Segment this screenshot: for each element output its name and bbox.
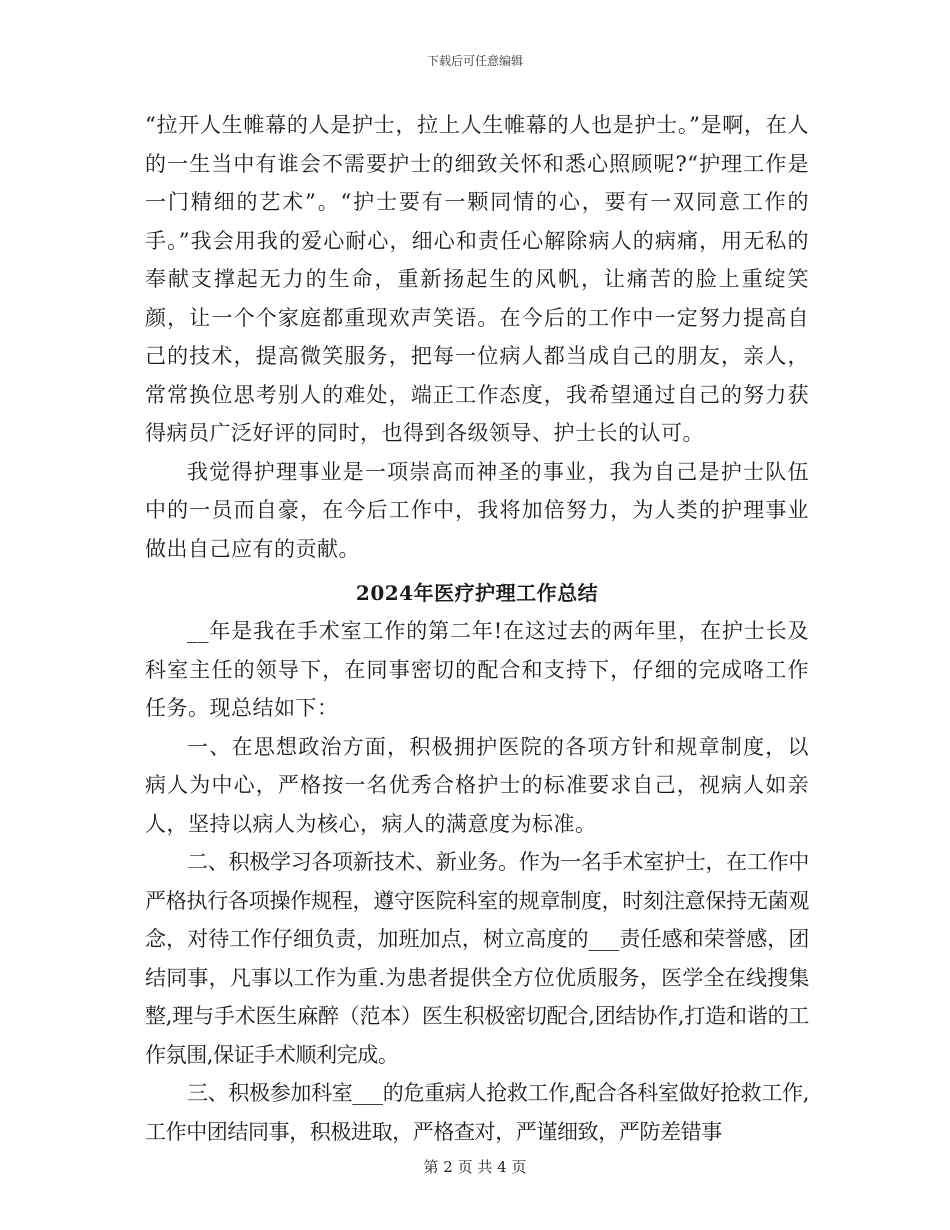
page-header: 下载后可任意编辑 [426, 54, 523, 68]
paragraph-6: 三、积极参加科室___的危重病人抢救工作,配合各科室做好抢救工作,工作中团结同事，积极进取，严格查对，严谨细致，严防差错事 [145, 1081, 809, 1144]
paragraph-1: “拉开人生帷幕的人是护士，拉上人生帷幕的人也是护士。”是啊，在人的一生当中有谁会不需要护士的细致关怀和悉心照顾呢?“护理工作是一门精细的艺术”。“护士要有一颗同情的心，要有一双同意工作的手。”我会用我的爱心耐心，细心和责任心解除病人的病痛，用无私的奉献支撑起无力的生命，重新扬起生的风帆，让痛苦的脸上重绽笑颜，让一个个家庭都重现欢声笑语。在今后的工作中一定努力提高自己的技术，提高微笑服务，把每一位病人都当成自己的朋友，亲人，常常换位思考别人的难处，端正工作态度，我希望通过自己的努力获得病员广泛好评的同时，也得到各级领导、护士长的认可。 [145, 113, 809, 445]
paragraph-5: 二、积极学习各项新技术、新业务。作为一名手术室护士，在工作中严格执行各项操作规程，遵守医院科室的规章制度，时刻注意保持无菌观念，对待工作仔细负责，加班加点，树立高度的___责任感和荣誉感，团结同事，凡事以工作为重.为患者提供全方位优质服务，医学全在线搜集整,理与手术医生麻醉（范本）医生积极密切配合,团结协作,打造和谐的工作氛围,保证手术顺利完成。 [145, 850, 809, 1067]
paragraph-4: 一、在思想政治方面，积极拥护医院的各项方针和规章制度，以病人为中心，严格按一名优秀合格护士的标准要求自己，视病人如亲人，坚持以病人为核心，病人的满意度为标准。 [145, 734, 809, 836]
page-footer: 第 2 页 共 4 页 [423, 1158, 527, 1176]
paragraph-2: 我觉得护理事业是一项崇高而神圣的事业，我为自己是护士队伍中的一员而自豪，在今后工作中，我将加倍努力，为人类的护理事业做出自己应有的贡献。 [145, 459, 809, 561]
section-title: 2024年医疗护理工作总结 [355, 581, 599, 605]
document-body [145, 106, 809, 1151]
paragraph-3: __年是我在手术室工作的第二年!在这过去的两年里，在护士长及科室主任的领导下，在同事密切的配合和支持下，仔细的完成咯工作任务。现总结如下： [145, 619, 809, 720]
